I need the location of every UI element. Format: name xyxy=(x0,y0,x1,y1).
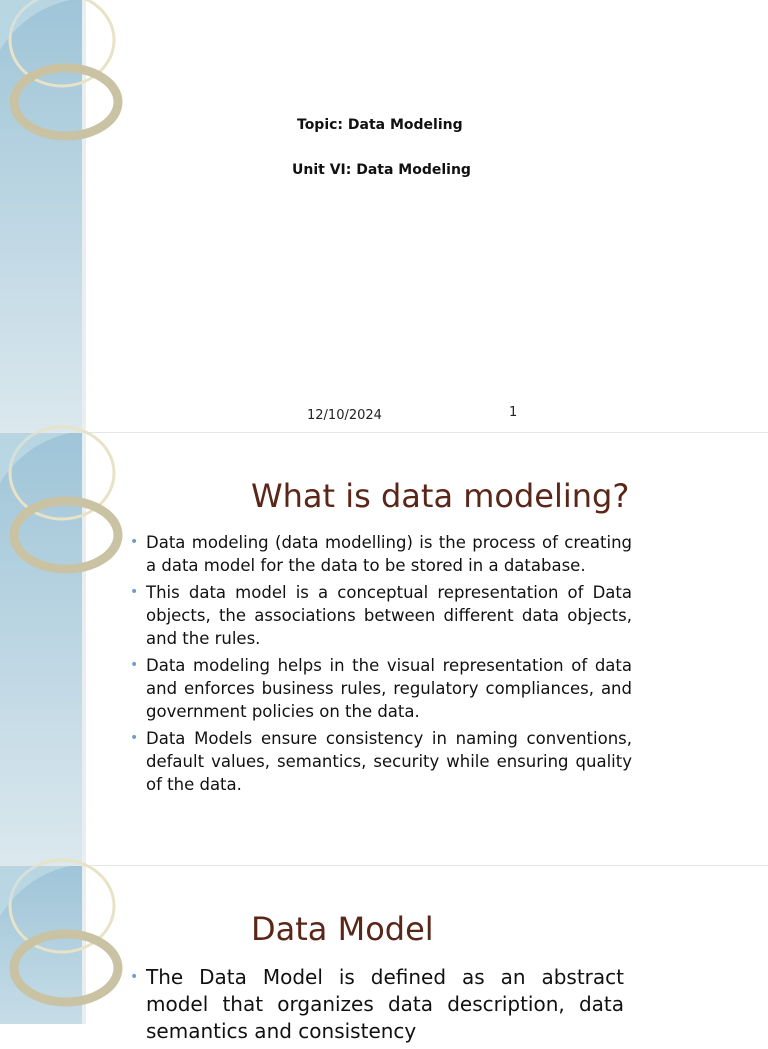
page-number: 1 xyxy=(509,405,518,420)
decorative-side-band xyxy=(0,433,86,865)
decorative-side-band xyxy=(0,866,86,1024)
bullet-item: • Data Models ensure consistency in naming conventions, default values, semantics, security while ensuring quality of the data. xyxy=(130,729,632,794)
content-slide-data-model xyxy=(0,866,768,1043)
bullet-list xyxy=(130,531,632,800)
topic-label: Topic: Data Modeling xyxy=(297,117,463,133)
bullet-icon: • xyxy=(130,584,139,600)
title-slide xyxy=(0,0,768,432)
bullet-item: • The Data Model is defined as an abstract model that organizes data description, data semantics and consistency xyxy=(130,965,624,1043)
bullet-item: • This data model is a conceptual representation of Data objects, the associations between different data objects, and the rules. xyxy=(130,583,632,648)
bullet-item: • Data modeling (data modelling) is the process of creating a data model for the data to be stored in a database. xyxy=(130,533,632,575)
slide-date: 12/10/2024 xyxy=(307,408,382,423)
bullet-icon: • xyxy=(130,534,139,550)
bullet-icon: • xyxy=(130,969,139,985)
slide-title: Data Model xyxy=(251,910,434,948)
slide-title: What is data modeling? xyxy=(251,477,630,515)
decorative-side-band xyxy=(0,0,86,432)
content-slide-what-is-data-modeling xyxy=(0,433,768,865)
bullet-item: • Data modeling helps in the visual representation of data and enforces business rules, regulatory compliances, and government policies on the data. xyxy=(130,656,632,721)
bullet-list xyxy=(130,964,624,1049)
bullet-icon: • xyxy=(130,657,139,673)
bullet-icon: • xyxy=(130,730,139,746)
unit-label: Unit VI: Data Modeling xyxy=(292,162,471,178)
